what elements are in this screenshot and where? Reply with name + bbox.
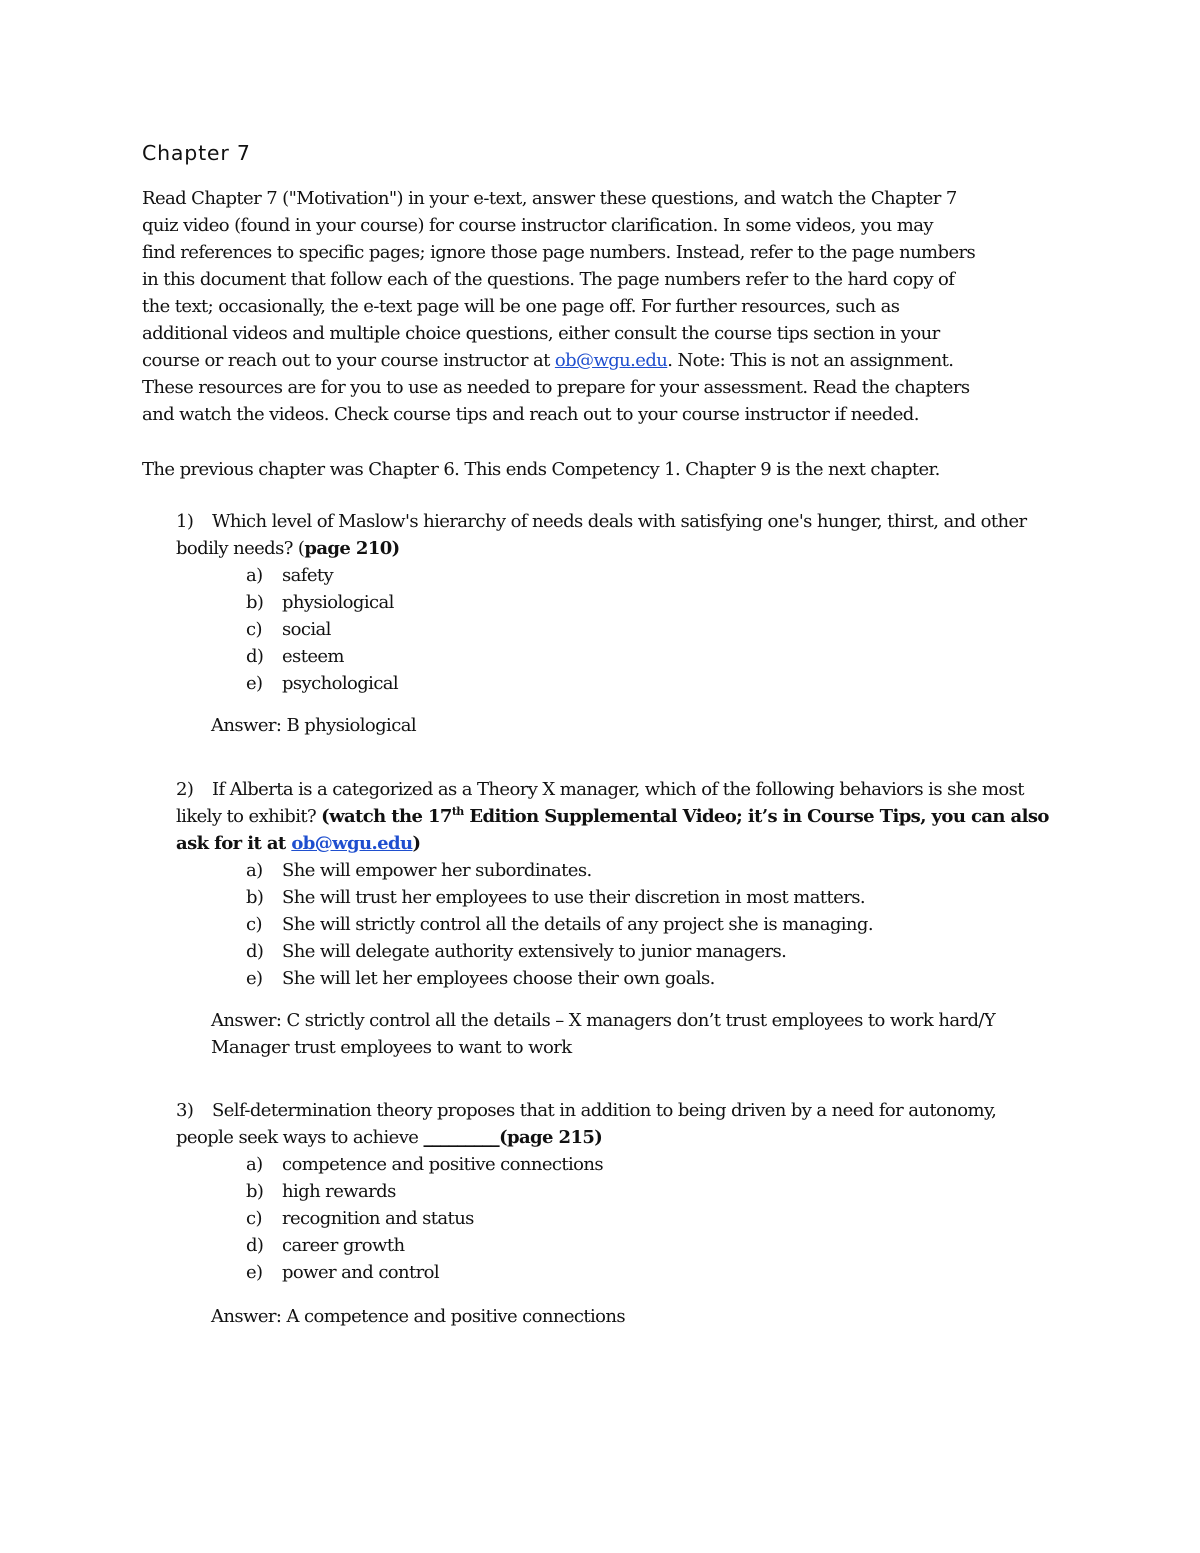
intro-line: Read Chapter 7 ("Motivation") in your e-text, answer these questions, and watch the Chapter 7 [142,188,957,209]
intro-line: additional videos and multiple choice questions, either consult the course tips section in your [142,323,940,344]
question-3 [176,1097,996,1330]
question-stem: bodily needs? ( [176,538,305,559]
question-number: 1) [176,511,194,532]
option-item: d) career growth [246,1235,405,1256]
option-item: b) She will trust her employees to use their discretion in most matters. [246,887,865,908]
answer: Answer: C strictly control all the details – X managers don’t trust employees to work hard/Y Manager trust employees to want to work [211,1010,996,1058]
question-stem: Self-determination theory proposes that in addition to being driven by a need for autonomy, [212,1100,997,1121]
intro-text: . Note: This is not an assignment. [667,350,954,371]
intro-line: These resources are for you to use as needed to prepare for your assessment. Read the chapters [142,377,970,398]
question-number: 2) [176,779,194,800]
intro-paragraph [142,185,975,428]
question-stem: likely to exhibit? [176,806,322,827]
answer-blank: _________ [423,1127,500,1148]
video-reference: (watch the 17th Edition Supplemental Video; it’s in Course Tips, you can also [321,805,1049,827]
chapter-heading: Chapter 7 [142,141,251,165]
option-item: c) recognition and status [246,1208,474,1229]
instructor-email-link[interactable]: ob@wgu.edu [554,350,668,371]
option-item: c) She will strictly control all the details of any project she is managing. [246,914,873,935]
page-reference: page 210) [304,538,400,559]
question-number: 3) [176,1100,194,1121]
option-item: a) She will empower her subordinates. [246,860,592,881]
option-list [246,857,1049,992]
question-stem: people seek ways to achieve [176,1127,424,1148]
option-item: b) physiological [246,592,394,613]
question-1 [176,508,1027,739]
answer: Answer: B physiological [211,715,416,736]
answer: Answer: A competence and positive connections [211,1306,626,1327]
intro-line: and watch the videos. Check course tips and reach out to your course instructor if needed. [142,404,919,425]
option-item: e) psychological [246,673,399,694]
question-2 [176,776,1049,1061]
intro-line: quiz video (found in your course) for course instructor clarification. In some videos, you may [142,215,933,236]
intro-line: the text; occasionally, the e-text page will be one page off. For further resources, such as [142,296,900,317]
question-stem: Which level of Maslow's hierarchy of needs deals with satisfying one's hunger, thirst, and other [212,511,1027,532]
intro-text: course or reach out to your course instructor at [142,350,555,371]
option-item: e) power and control [246,1262,440,1283]
option-list [246,1151,996,1286]
video-reference: ask for it at ob@wgu.edu) [176,833,421,854]
option-list [246,562,1027,697]
instructor-email-link[interactable]: ob@wgu.edu [291,833,413,854]
option-item: d) esteem [246,646,344,667]
option-item: b) high rewards [246,1181,396,1202]
previous-chapter-note: The previous chapter was Chapter 6. This ends Competency 1. Chapter 9 is the next chapter. [142,459,940,480]
option-item: a) safety [246,565,334,586]
option-item: a) competence and positive connections [246,1154,604,1175]
question-stem: If Alberta is a categorized as a Theory X manager, which of the following behaviors is she most [212,779,1024,800]
option-item: d) She will delegate authority extensively to junior managers. [246,941,787,962]
intro-line [142,347,975,374]
option-item: c) social [246,619,331,640]
page-reference: (page 215) [499,1127,603,1148]
intro-line: find references to specific pages; ignore those page numbers. Instead, refer to the page numbers [142,242,976,263]
intro-line: in this document that follow each of the questions. The page numbers refer to the hard copy of [142,269,955,290]
option-item: e) She will let her employees choose their own goals. [246,968,715,989]
